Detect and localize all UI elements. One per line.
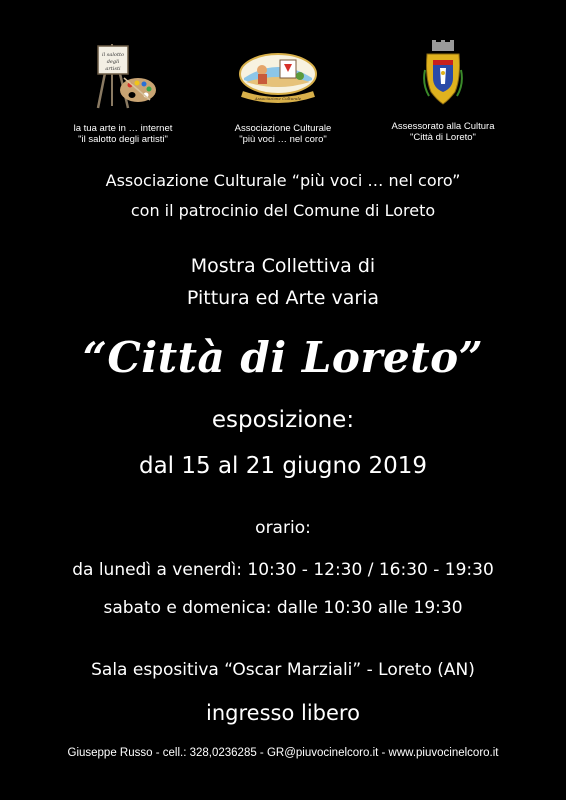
svg-text:Associazione Culturale: Associazione Culturale bbox=[254, 96, 302, 101]
organizer-line: Associazione Culturale “più voci … nel coro” bbox=[105, 171, 461, 190]
exhibition-title: “Città di Loreto” bbox=[82, 333, 484, 382]
venue-name: Sala espositiva “Oscar Marziali” - Loreto (AN) bbox=[91, 660, 475, 680]
free-entry: ingresso libero bbox=[206, 701, 360, 725]
contact-footer: Giuseppe Russo - cell.: 328,0236285 - GR@piuvocinelcoro.it - www.piuvocinelcoro.it bbox=[67, 747, 499, 759]
weekend-hours: sabato e domenica: dalle 10:30 alle 19:30 bbox=[103, 598, 463, 618]
exhibition-subtitle-2: Pittura ed Arte varia bbox=[186, 287, 380, 309]
association-painting-logo bbox=[236, 50, 320, 106]
svg-text:degli: degli bbox=[106, 59, 120, 65]
svg-text:il salotto: il salotto bbox=[102, 52, 124, 58]
center-logo-caption: Associazione Culturale "più voci … nel coro" bbox=[234, 123, 332, 145]
exhibition-dates: dal 15 al 21 giugno 2019 bbox=[138, 453, 427, 479]
easel-palette-logo bbox=[88, 38, 158, 110]
patronage-line: con il patrocinio del Comune di Loreto bbox=[130, 201, 436, 220]
right-logo-caption: Assessorato alla Cultura "Città di Loreto" bbox=[391, 121, 495, 143]
loreto-crest-logo bbox=[423, 40, 463, 106]
exhibition-subtitle-1: Mostra Collettiva di bbox=[190, 255, 376, 277]
weekday-hours: da lunedì a venerdì: 10:30 - 12:30 / 16:30 - 19:30 bbox=[72, 560, 494, 580]
left-logo-caption: la tua arte in … internet "il salotto degli artisti" bbox=[73, 123, 173, 145]
exhibition-label: esposizione: bbox=[211, 407, 355, 433]
svg-text:artisti: artisti bbox=[105, 66, 121, 72]
hours-label: orario: bbox=[255, 518, 311, 538]
